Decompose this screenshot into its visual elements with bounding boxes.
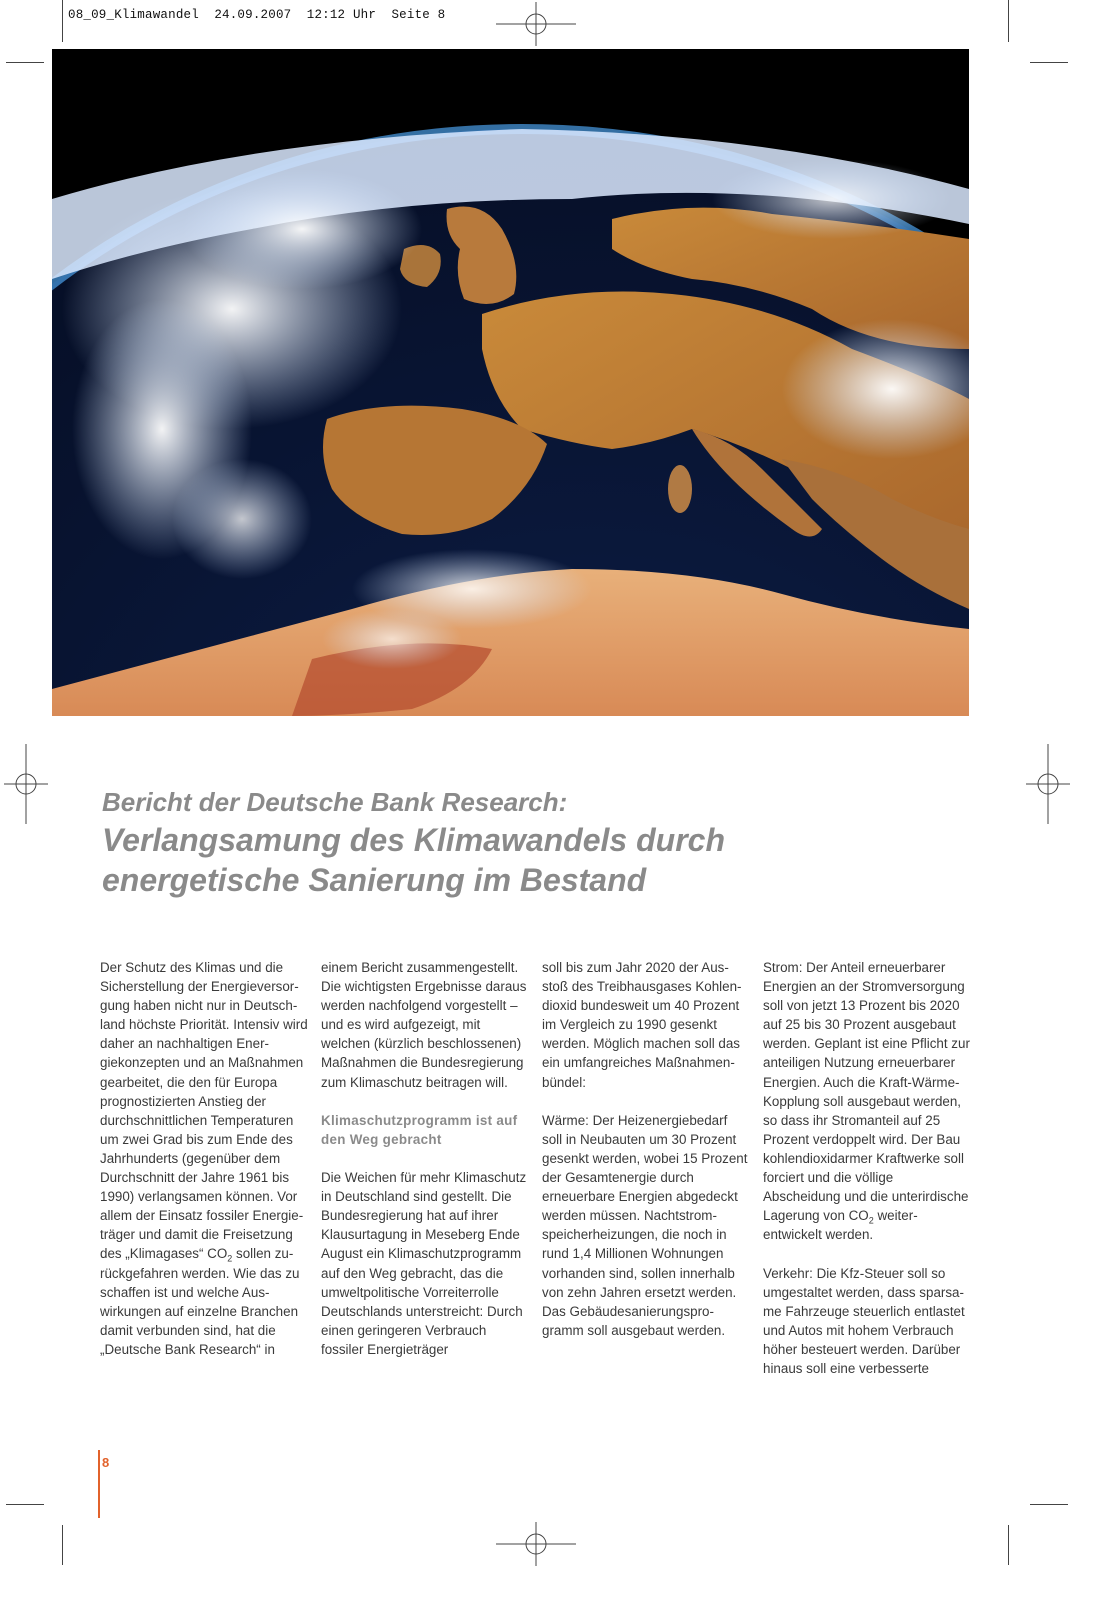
column4-text-b: weiterentwickelt werden. bbox=[763, 1208, 918, 1243]
column3-paragraph-2: Wärme: Der Heizenergiebedarf soll in Neubauten um 30 Prozent gesenkt werden, wobei 15 Prozent der Gesamtenergie durch erneuerbare Energien abgedeckt werden müssen. Nachtstromspeicherheizungen, die noch in rund 1,4 Millionen Wohnungen vorhanden sind, sollen innerhalb von zehn Jahren ersetzt werden. Das Gebäudesanierungsprogramm soll ausgebaut werden. bbox=[542, 1112, 748, 1338]
folio-rule bbox=[98, 1450, 100, 1518]
registration-mark-top bbox=[496, 2, 576, 46]
column1-subscript: 2 bbox=[227, 1254, 233, 1265]
crop-mark-top-right-h bbox=[1030, 62, 1068, 63]
column1-paragraph bbox=[100, 958, 308, 1359]
column4-subscript: 2 bbox=[868, 1215, 874, 1226]
headline-title-line-2: energetische Sanierung im Bestand bbox=[102, 862, 647, 898]
column4-text-a: Strom: Der Anteil erneuerbarer Energien an der Stromversorgung soll von jetzt 13 Prozent bis 2020 auf 25 bis 30 Prozent ausgebaut werden. Geplant ist eine Pflicht zur anteiligen Nutzung erneuerbarer Energien. Auch die Kraft-Wärme-Kopplung soll ausgebaut werden, so dass ihr Stromanteil auf 25 Prozent verdoppelt wird. Der Bau kohlendioxidarmer Kraftwerke soll forciert und die völlige Abscheidung und die unterirdische Lagerung von CO bbox=[763, 960, 970, 1224]
slug-page-label: Seite 8 bbox=[391, 8, 446, 22]
headline-title-line-1: Verlangsamung des Klimawandels durch bbox=[102, 822, 725, 858]
column4-paragraph-2: Verkehr: Die Kfz-Steuer soll so umgestaltet werden, dass sparsame Fahrzeuge steuerlich entlastet und Autos mit hohem Verbrauch höher besteuert werden. Darüber hinaus soll eine verbesserte bbox=[763, 1265, 965, 1376]
crop-mark-top-left-v bbox=[62, 0, 63, 42]
print-slug bbox=[68, 8, 445, 22]
registration-mark-left bbox=[4, 744, 48, 824]
crop-mark-top-right-v bbox=[1008, 0, 1009, 42]
article-headline bbox=[102, 786, 862, 900]
crop-mark-top-left-h bbox=[6, 62, 44, 63]
slug-date: 24.09.2007 bbox=[214, 8, 292, 22]
registration-mark-bottom bbox=[496, 1522, 576, 1566]
text-column-4 bbox=[763, 958, 971, 1378]
crop-mark-bottom-left-h bbox=[6, 1504, 44, 1505]
column2-paragraph-1: einem Bericht zusammengestellt. Die wichtigsten Ergebnisse daraus werden nachfolgend vorgestellt – und es wird aufgezeigt, mit welchen (kürzlich beschlossenen) Maßnahmen die Bundesregierung zum Klimaschutz beitragen will. bbox=[321, 960, 527, 1090]
column2-paragraph-2: Die Weichen für mehr Klimaschutz in Deutschland sind gestellt. Die Bundesregierung hat auf ihrer Klausurtagung in Meseberg Ende August ein Klimaschutzprogramm auf den Weg gebracht, das die umweltpolitische Vorreiterrolle Deutschlands unterstreicht: Durch einen geringeren Verbrauch fossiler Energieträger bbox=[321, 1170, 527, 1357]
satellite-image-europe bbox=[52, 49, 969, 716]
text-column-3 bbox=[542, 958, 750, 1340]
column1-text-a: Der Schutz des Klimas und die Sicherstellung der Energieversorgung haben nicht nur in Deutschland höchste Priorität. Intensiv wird daher an nachhaltigen Energiekonzepten und an Maßnahmen gearbeitet, die den für Europa prognostizierten Anstieg der durchschnittlichen Temperaturen um zwei Grad bis zum Ende des Jahrhunderts (gegenüber dem Durchschnitt der Jahre 1961 bis 1990) verlangsamen können. Vor allem der Einsatz fossiler Energieträger und damit die Freisetzung des „Klimagases“ CO bbox=[100, 960, 308, 1262]
text-column-2 bbox=[321, 958, 529, 1359]
slug-time: 12:12 Uhr bbox=[306, 8, 377, 22]
headline-kicker: Bericht der Deutsche Bank Research: bbox=[102, 787, 568, 817]
column4-paragraph-1 bbox=[763, 958, 971, 1244]
column3-paragraph-1: soll bis zum Jahr 2020 der Ausstoß des Treibhausgases Kohlendioxid bundesweit um 40 Prozent im Vergleich zu 1990 gesenkt werden. Möglich machen soll das ein umfangreiches Maßnahmenbündel: bbox=[542, 960, 742, 1090]
page-number: 8 bbox=[102, 1455, 110, 1470]
column1-text-b: sollen zurückgefahren werden. Wie das zu schaffen ist und welche Auswirkungen auf einzelne Branchen damit verbunden sind, hat die „Deutsche Bank Research“ in bbox=[100, 1246, 300, 1357]
satellite-image-illustration bbox=[52, 49, 969, 716]
column2-subheading: Klimaschutzprogramm ist auf den Weg gebracht bbox=[321, 1112, 518, 1147]
crop-mark-bottom-right-h bbox=[1030, 1504, 1068, 1505]
crop-mark-bottom-right-v bbox=[1008, 1525, 1009, 1565]
registration-mark-right bbox=[1026, 744, 1070, 824]
slug-filename: 08_09_Klimawandel bbox=[68, 8, 199, 22]
text-column-1 bbox=[100, 958, 308, 1359]
crop-mark-bottom-left-v bbox=[62, 1525, 63, 1565]
